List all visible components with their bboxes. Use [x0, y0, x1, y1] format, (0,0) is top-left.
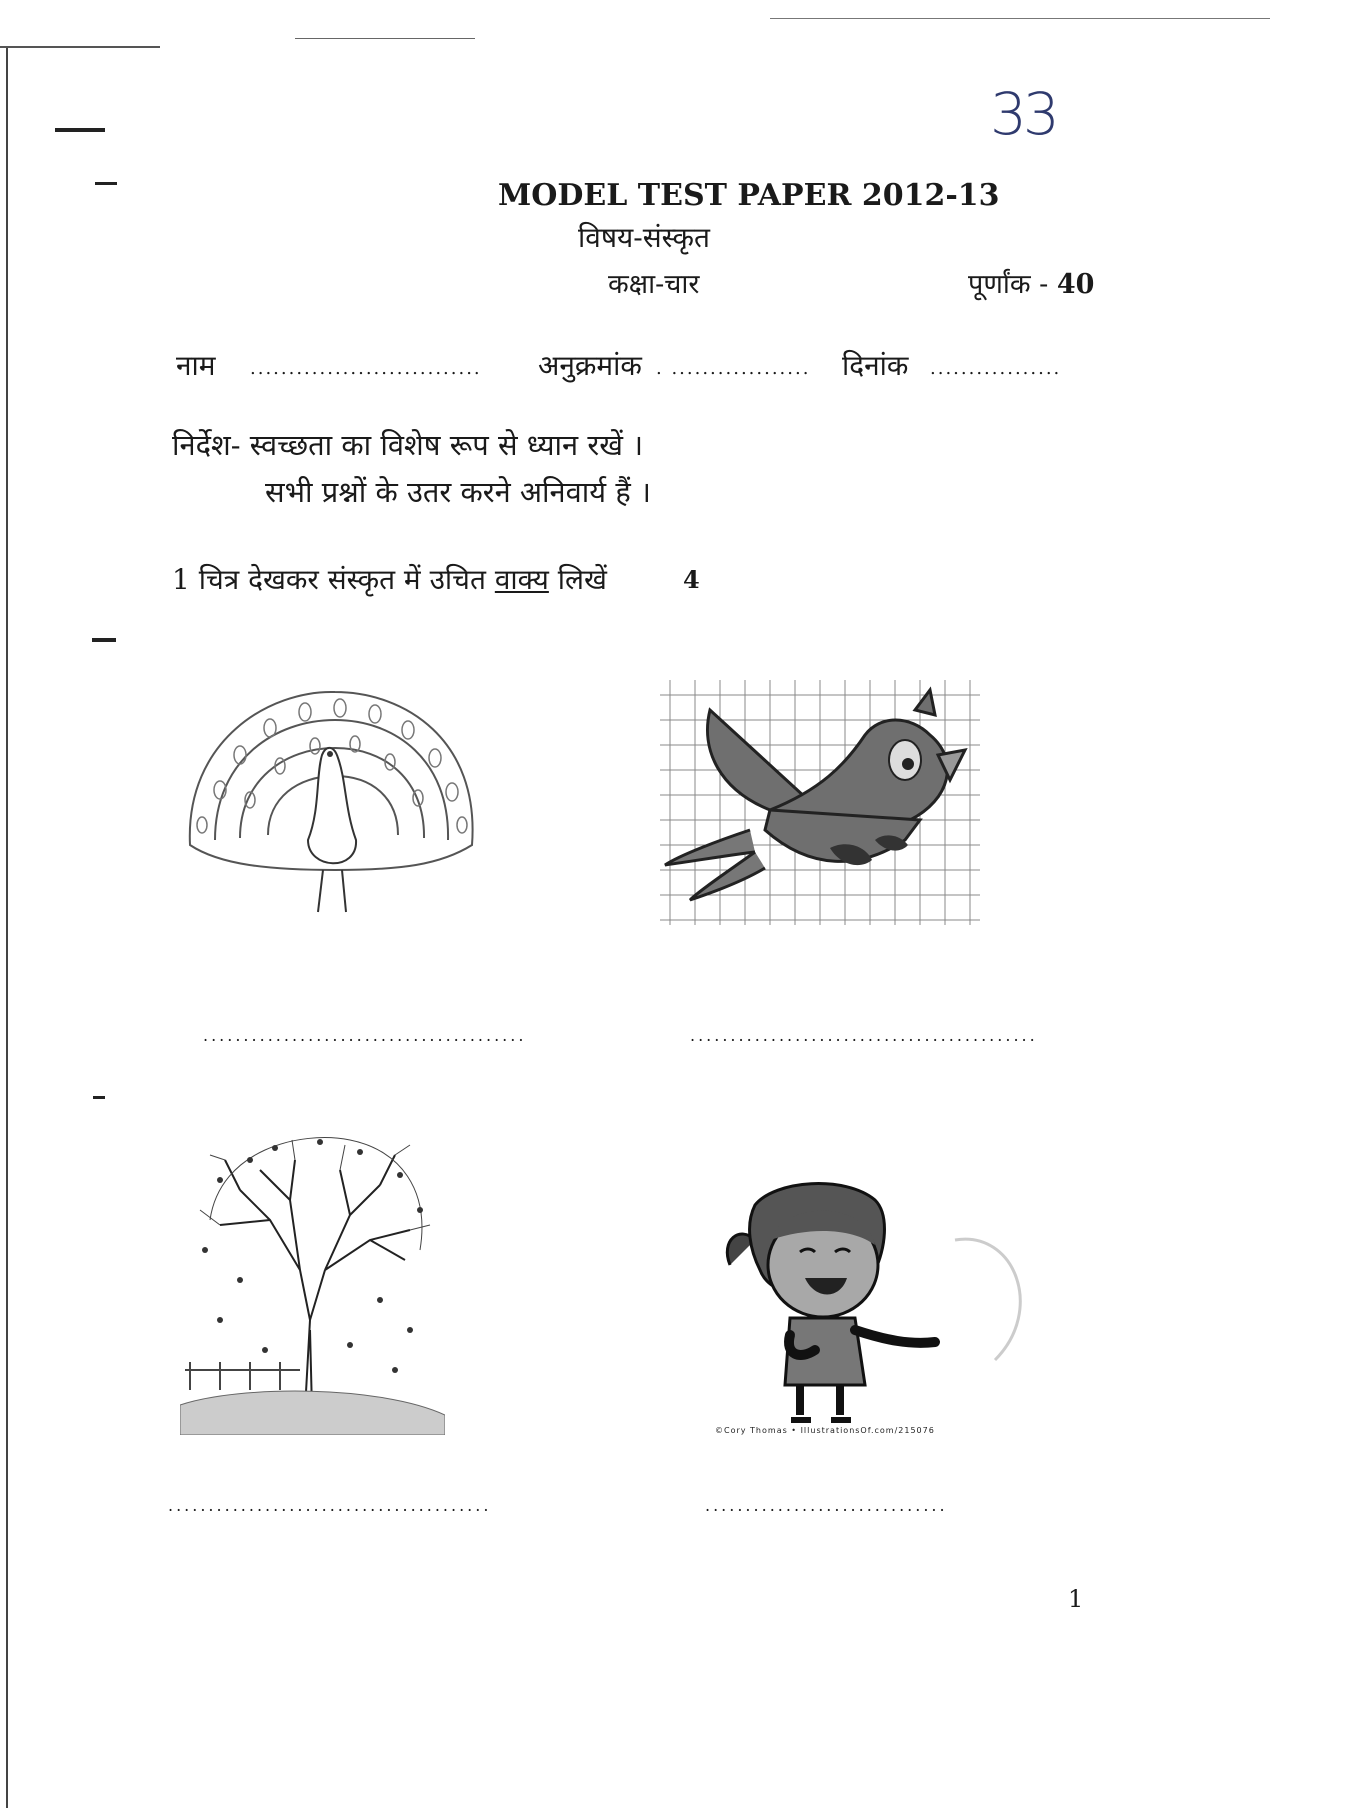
question-marks: 4: [683, 565, 700, 594]
instruction-line-1: निर्देश- स्वच्छता का विशेष रूप से ध्यान रखें ।: [172, 428, 644, 462]
date-label: दिनांक: [842, 349, 909, 382]
roll-field[interactable]: . ..................: [656, 358, 811, 379]
scan-line: [770, 18, 1270, 19]
bird-image: [660, 680, 980, 925]
class-label: कक्षा-चार: [608, 269, 700, 300]
full-marks: [968, 264, 1094, 301]
question-1: [172, 560, 607, 598]
peacock-image: [180, 680, 485, 920]
question-text: चित्र देखकर संस्कृत में उचित: [198, 563, 486, 596]
answer-line-4[interactable]: ..............................: [705, 1496, 948, 1515]
scan-line: [295, 38, 475, 39]
name-field[interactable]: ..............................: [250, 358, 482, 379]
date-field[interactable]: .................: [930, 358, 1062, 379]
question-text-end: लिखें: [557, 563, 607, 596]
full-marks-label: पूर्णांक -: [968, 269, 1049, 300]
margin-mark: [93, 1096, 105, 1099]
question-number: 1: [172, 563, 190, 596]
roll-label: अनुक्रमांक: [538, 349, 642, 382]
paper-title: MODEL TEST PAPER 2012-13: [498, 178, 1000, 213]
girl-image: [715, 1170, 1050, 1430]
scan-edge-top: [0, 46, 160, 48]
question-underlined-word: वाक्य: [494, 563, 549, 596]
page-number: 1: [1068, 1585, 1084, 1613]
answer-line-2[interactable]: ...........................................: [690, 1026, 1038, 1045]
margin-mark: [95, 182, 117, 185]
scan-edge-left: [6, 48, 8, 1808]
instruction-line-2: सभी प्रश्नों के उतर करने अनिवार्य हैं ।: [265, 475, 651, 509]
illustration-credit: ©Cory Thomas • IllustrationsOf.com/215076: [715, 1426, 935, 1435]
handwritten-page-number: 33: [990, 80, 1056, 148]
answer-line-3[interactable]: ........................................: [168, 1496, 492, 1515]
margin-mark: [55, 128, 105, 132]
answer-line-1[interactable]: ........................................: [203, 1026, 527, 1045]
tree-image: [180, 1130, 445, 1435]
margin-mark: [92, 638, 116, 642]
subject-label: विषय-संस्कृत: [578, 221, 710, 254]
full-marks-value: 40: [1056, 269, 1095, 300]
name-label: नाम: [176, 349, 216, 382]
